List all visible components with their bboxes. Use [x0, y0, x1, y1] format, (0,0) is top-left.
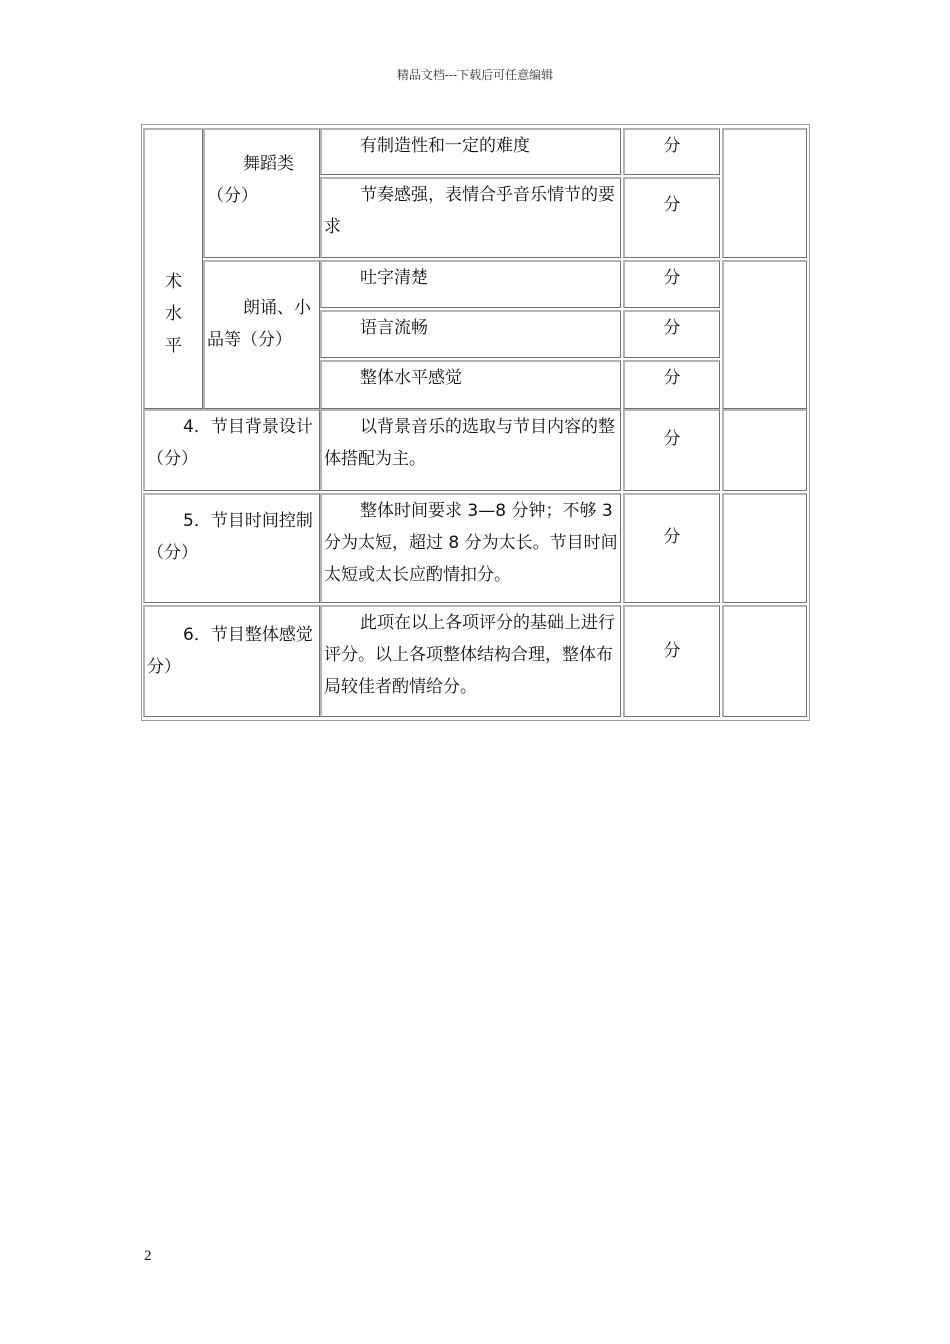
item-label: 5．节目时间控制（分） — [143, 493, 320, 603]
page-header: 精品文档---下载后可任意编辑 — [396, 68, 554, 82]
category-char: 术 — [165, 272, 182, 292]
recitation-label: 朗诵、小品等（分） — [203, 260, 320, 409]
item-label: 4．节目背景设计（分） — [143, 409, 320, 491]
recitation-score-3: 分 — [623, 360, 720, 409]
category-cell — [143, 128, 203, 409]
item-criteria: 以背景音乐的选取与节目内容的整体搭配为主。 — [320, 409, 621, 491]
dance-criteria-1: 有制造性和一定的难度 — [320, 128, 621, 175]
item-score: 分 — [623, 605, 720, 717]
item-score: 分 — [623, 493, 720, 603]
remark-cell — [722, 605, 807, 717]
recitation-criteria-2: 语言流畅 — [320, 310, 621, 358]
item-criteria: 此项在以上各项评分的基础上进行评分。以上各项整体结构合理，整体布局较佳者酌情给分。 — [320, 605, 621, 717]
item-label: 6．节目整体感觉分） — [143, 605, 320, 717]
remark-cell — [722, 128, 807, 258]
dance-score-2: 分 — [623, 177, 720, 258]
dance-score-1: 分 — [623, 128, 720, 175]
remark-cell — [722, 260, 807, 409]
remark-cell — [722, 493, 807, 603]
dance-label: 舞蹈类（分） — [203, 128, 320, 258]
page-number: 2 — [144, 1248, 152, 1264]
recitation-criteria-1: 吐字清楚 — [320, 260, 621, 308]
dance-criteria-2: 节奏感强，表情合乎音乐情节的要求 — [320, 177, 621, 258]
category-char: 平 — [165, 336, 182, 356]
recitation-criteria-3: 整体水平感觉 — [320, 360, 621, 409]
item-criteria: 整体时间要求 3—8 分钟；不够 3 分为太短，超过 8 分为太长。节目时间太短或太长应酌情扣分。 — [320, 493, 621, 603]
recitation-score-1: 分 — [623, 260, 720, 308]
recitation-score-2: 分 — [623, 310, 720, 358]
remark-cell — [722, 409, 807, 491]
item-score: 分 — [623, 409, 720, 491]
category-char: 水 — [165, 304, 182, 324]
